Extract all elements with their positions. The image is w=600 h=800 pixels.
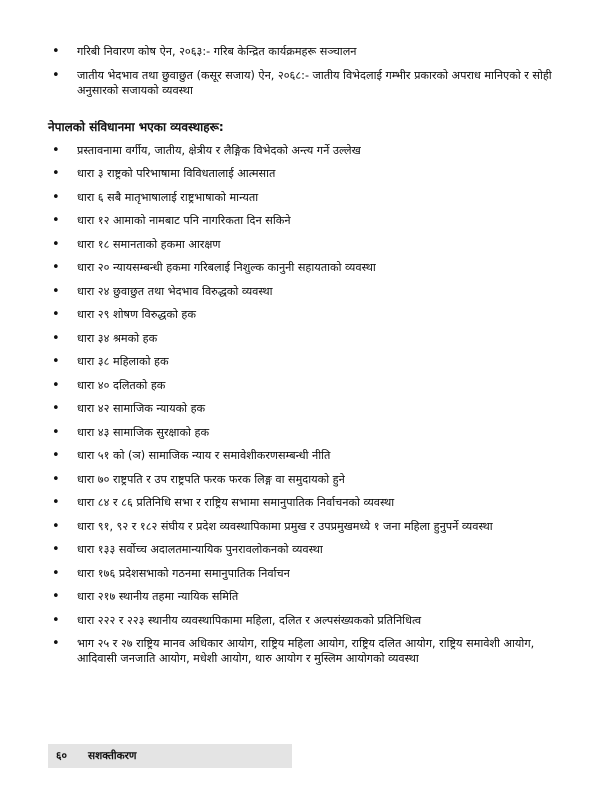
list-item: • धारा १८ समानताको हकमा आरक्षण xyxy=(48,237,556,252)
book-title: सशक्तीकरण xyxy=(88,750,137,762)
list-item: • धारा ३४ श्रमको हक xyxy=(48,331,556,346)
section-heading: नेपालको संविधानमा भएका व्यवस्थाहरू: xyxy=(48,119,224,134)
list-item: • धारा २९ शोषण विरुद्धको हक xyxy=(48,307,556,322)
list-item: • धारा ६ सबै मातृभाषालाई राष्ट्रभाषाको मान्यता xyxy=(48,190,556,205)
list-item: • धारा २२२ र २२३ स्थानीय व्यवस्थापिकामा महिला, दलित र अल्पसंख्यकको प्रतिनिधित्व xyxy=(48,613,556,628)
list-item: • धारा १२ आमाको नामबाट पनि नागरिकता दिन सकिने xyxy=(48,213,556,228)
list-item: • धारा १७६ प्रदेशसभाको गठनमा समानुपातिक निर्वाचन xyxy=(48,566,556,581)
list-item: • धारा २० न्यायसम्बन्धी हकमा गरिबलाई निशुल्क कानुनी सहायताको व्यवस्था xyxy=(48,260,556,275)
list-item: • धारा ४० दलितको हक xyxy=(48,378,556,393)
list-item: • धारा २१७ स्थानीय तहमा न्यायिक समिति xyxy=(48,589,556,604)
list-item: • धारा ४२ सामाजिक न्यायको हक xyxy=(48,401,556,416)
page-footer xyxy=(48,744,292,768)
list-item: • धारा २४ छुवाछुत तथा भेदभाव विरुद्धको व्यवस्था xyxy=(48,284,556,299)
list-item: • धारा ४३ सामाजिक सुरक्षाको हक xyxy=(48,425,556,440)
intro-list xyxy=(48,44,556,98)
list-item: • धारा ५१ को (ञ) सामाजिक न्याय र समावेशीकरणसम्बन्धी नीति xyxy=(48,448,556,463)
list-item: • गरिबी निवारण कोष ऐन, २०६३:- गरिब केन्द्रित कार्यक्रमहरू सञ्चालन xyxy=(48,44,556,59)
list-item: • धारा १३३ सर्वोच्च अदालतमान्यायिक पुनरावलोकनको व्यवस्था xyxy=(48,542,556,557)
list-item: • धारा ८४ र ८६ प्रतिनिधि सभा र राष्ट्रिय सभामा समानुपातिक निर्वाचनको व्यवस्था xyxy=(48,495,556,510)
page-content xyxy=(48,44,556,675)
page-number: ६० xyxy=(56,750,67,762)
constitution-list xyxy=(48,143,556,667)
list-item: • जातीय भेदभाव तथा छुवाछुत (कसूर सजाय) ऐन, २०६८:- जातीय विभेदलाई गम्भीर प्रकारको अपराध मानिएको र सोही अनुसारको सजायको व्यवस्था xyxy=(48,68,556,98)
list-item: • भाग २५ र २७ राष्ट्रिय मानव अधिकार आयोग, राष्ट्रिय महिला आयोग, राष्ट्रिय दलित आयोग, राष्ट्रिय समावेशी आयोग, आदिवासी जनजाति आयोग, मधेशी आयोग, थारु आयोग र मुस्लिम आयोगको व्यवस्था xyxy=(48,636,556,666)
list-item: • प्रस्तावनामा वर्गीय, जातीय, क्षेत्रीय र लैङ्गिक विभेदको अन्त्य गर्ने उल्लेख xyxy=(48,143,556,158)
list-item: • धारा ७० राष्ट्रपति र उप राष्ट्रपति फरक फरक लिङ्ग वा समुदायको हुने xyxy=(48,472,556,487)
list-item: • धारा ३८ महिलाको हक xyxy=(48,354,556,369)
list-item: • धारा ९१, ९२ र १८२ संघीय र प्रदेश व्यवस्थापिकामा प्रमुख र उपप्रमुखमध्ये १ जना महिला हुनुपर्ने व्यवस्था xyxy=(48,519,556,534)
list-item: • धारा ३ राष्ट्रको परिभाषामा विविधतालाई आत्मसात xyxy=(48,166,556,181)
